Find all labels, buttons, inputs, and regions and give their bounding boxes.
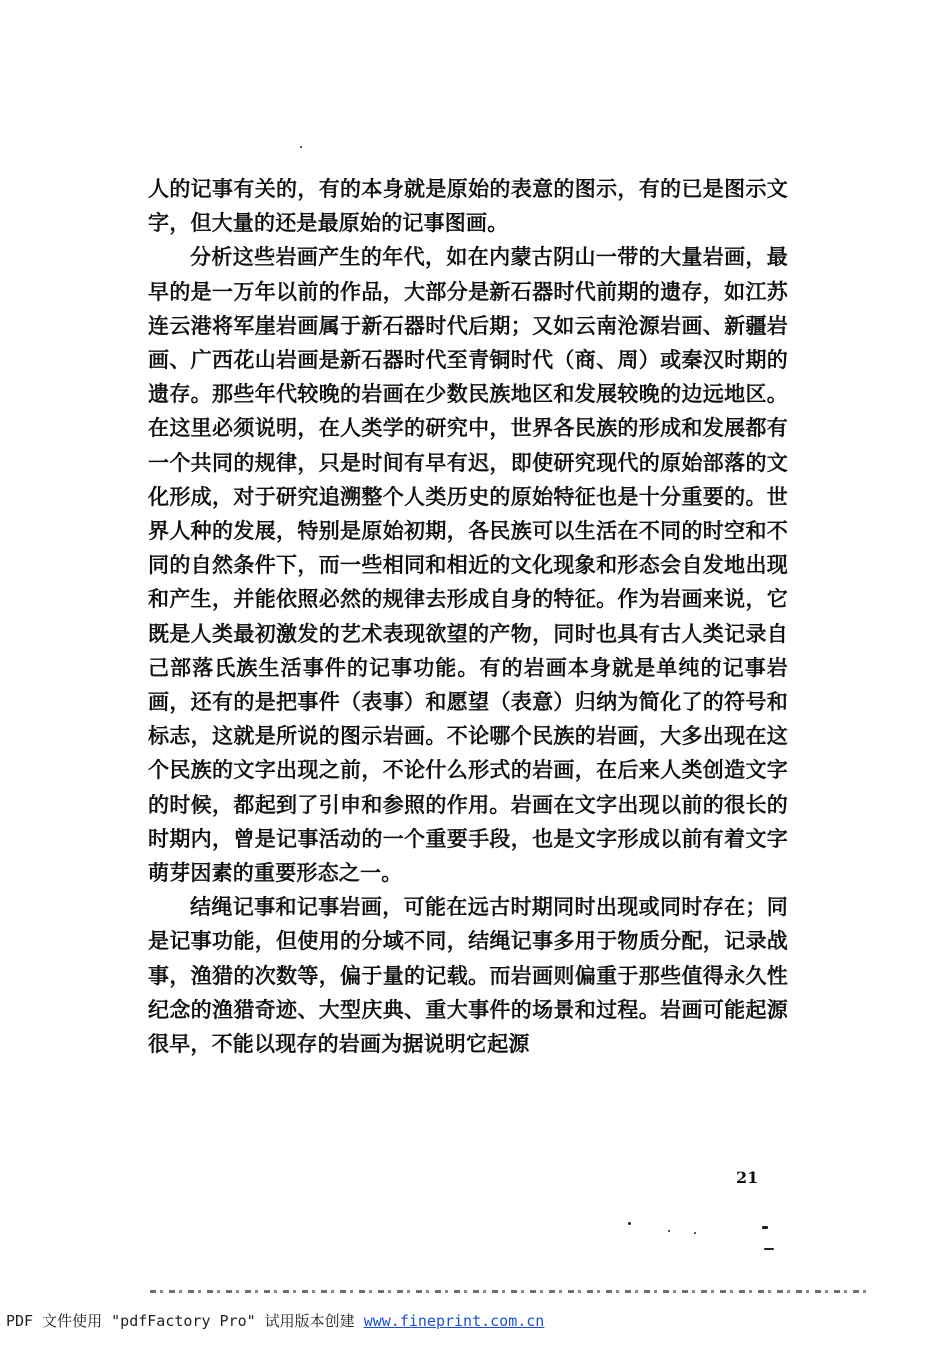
paragraph-1: 人的记事有关的，有的本身就是原始的表意的图示，有的已是图示文字，但大量的还是最原始的记事图画。 <box>148 176 788 236</box>
scan-speck <box>300 146 302 148</box>
scan-speck <box>628 1222 631 1225</box>
scan-speck <box>694 1232 696 1234</box>
footer-link[interactable]: www.fineprint.com.cn <box>363 1312 545 1330</box>
scan-speck <box>764 1248 774 1250</box>
page-number: 21 <box>736 1168 759 1187</box>
scan-speck <box>762 1226 768 1229</box>
paragraph-3: 结绳记事和记事岩画，可能在远古时期同时出现或同时存在；同是记事功能，但使用的分域不同，结绳记事多用于物质分配，记录战事，渔猎的次数等，偏于量的记载。而岩画则偏重于那些值得永久性纪念的渔猎奇迹、大型庆典、重大事件的场景和过程。岩画可能起源很早，不能以现存的岩画为据说明它起源 <box>148 894 788 1057</box>
paragraph-2: 分析这些岩画产生的年代，如在内蒙古阴山一带的大量岩画，最早的是一万年以前的作品，大部分是新石器时代前期的遗存，如江苏连云港将军崖岩画属于新石器时代后期；又如云南沧源岩画、新疆岩画、广西花山岩画是新石器时代至青铜时代（商、周）或秦汉时期的遗存。那些年代较晚的岩画在少数民族地区和发展较晚的边远地区。在这里必须说明，在人类学的研究中，世界各民族的形成和发展都有一个共同的规律，只是时间有早有迟，即使研究现代的原始部落的文化形成，对于研究追溯整个人类历史的原始特征也是十分重要的。世界人种的发展，特别是原始初期，各民族可以生活在不同的时空和不同的自然条件下，而一些相同和相近的文化现象和形态会自发地出现和产生，并能依照必然的规律去形成自身的特征。作为岩画来说，它既是人类最初激发的艺术表现欲望的产物，同时也具有古人类记录自己部落氏族生活事件的记事功能。有的岩画本身就是单纯的记事岩画，还有的是把事件（表事）和愿望（表意）归纳为简化了的符号和标志，这就是所说的图示岩画。不论哪个民族的岩画，大多出现在这个民族的文字出现之前，不论什么形式的岩画，在后来人类创造文字的时候，都起到了引申和参照的作用。岩画在文字出现以前的很长的时期内，曾是记事活动的一个重要手段，也是文字形成以前有着文字萌芽因素的重要形态之一。 <box>148 244 788 886</box>
footer-text: PDF 文件使用 "pdfFactory Pro" 试用版本创建 <box>6 1312 364 1330</box>
pdf-footer <box>6 1310 544 1331</box>
body-text <box>148 172 788 1061</box>
scan-speck <box>668 1230 670 1232</box>
scan-artifact-line <box>150 1290 870 1293</box>
